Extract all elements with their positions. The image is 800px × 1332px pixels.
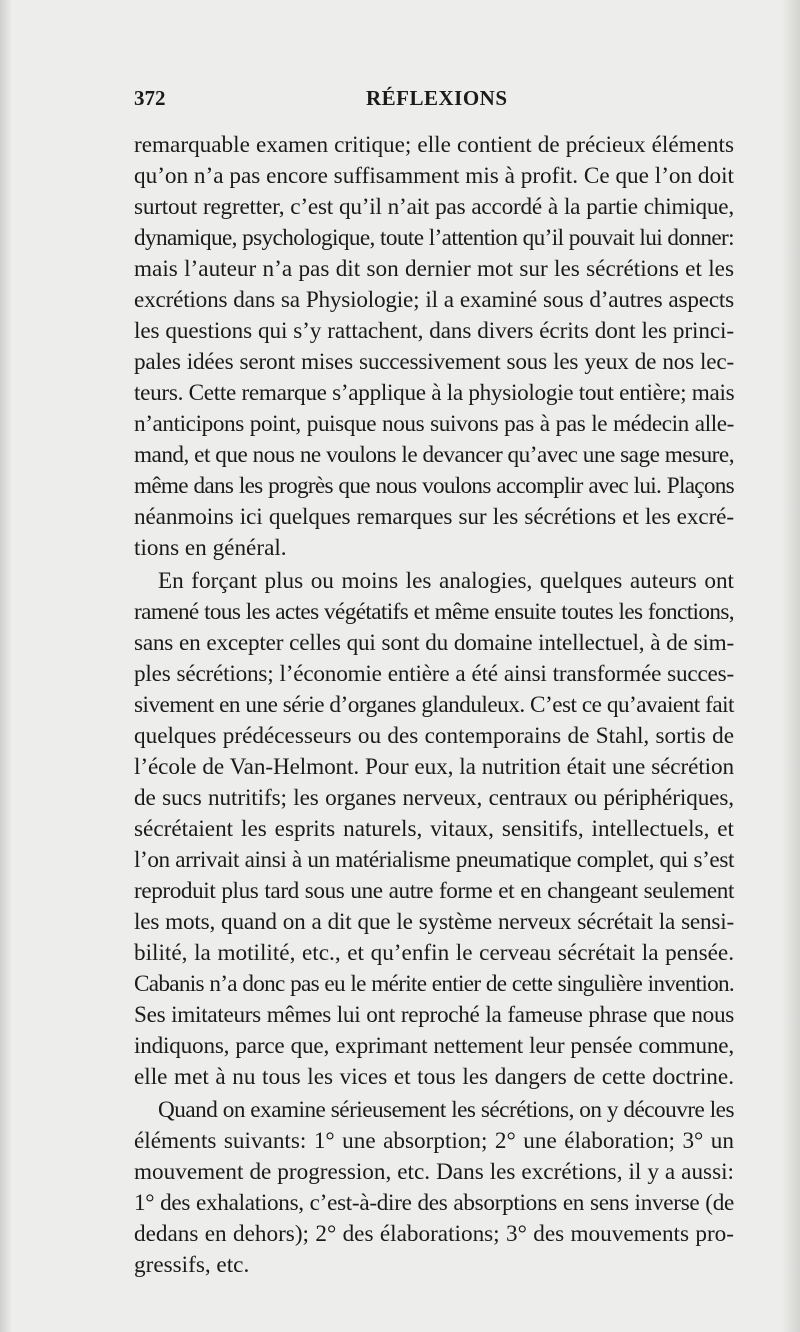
text-line: reproduit plus tard sous une autre forme et en changeant seulement — [134, 878, 734, 904]
text-line: sivement en une série d’organes glanduleux. C’est ce qu’avaient fait — [134, 692, 734, 718]
body-text — [134, 130, 734, 1281]
text-line: ramené tous les actes végétatifs et même ensuite toutes les fonctions, — [134, 599, 734, 625]
text-line: dedans en dehors); 2° des élaborations; 3° des mouvements pro- — [134, 1221, 734, 1247]
text-line: sécrétaient les esprits naturels, vitaux, sensitifs, intellectuels, et — [134, 816, 734, 842]
paragraph-1 — [134, 130, 734, 564]
text-line: mais l’auteur n’a pas dit son dernier mot sur les sécrétions et les — [134, 256, 734, 282]
text-line: Cabanis n’a donc pas eu le mérite entier de cette singulière invention. — [134, 971, 734, 997]
text-line: de sucs nutritifs; les organes nerveux, centraux ou périphériques, — [134, 785, 734, 811]
text-line: En forçant plus ou moins les analogies, quelques auteurs ont — [158, 568, 734, 594]
text-line: 1° des exhalations, c’est-à-dire des absorptions en sens inverse (de — [134, 1190, 734, 1216]
text-line: gressifs, etc. — [134, 1252, 250, 1278]
text-line: bilité, la motilité, etc., et qu’enfin le cerveau sécrétait la pensée. — [134, 940, 734, 966]
text-line: elle met à nu tous les vices et tous les dangers de cette doctrine. — [134, 1064, 734, 1090]
text-line: excrétions dans sa Physiologie; il a examiné sous d’autres aspects — [134, 287, 734, 313]
text-line: Ses imitateurs mêmes lui ont reproché la fameuse phrase que nous — [134, 1002, 734, 1028]
page-number: 372 — [134, 86, 166, 110]
paragraph-3 — [134, 1095, 734, 1281]
text-line: pales idées seront mises successivement sous les yeux de nos lec- — [134, 349, 734, 375]
page-edge-shadow-right — [782, 0, 800, 1332]
text-line: ples sécrétions; l’économie entière a été ainsi transformée succes- — [134, 661, 734, 687]
text-line: l’on arrivait ainsi à un matérialisme pneumatique complet, qui s’est — [134, 847, 734, 873]
text-line: indiquons, parce que, exprimant nettement leur pensée commune, — [134, 1033, 734, 1059]
text-line: surtout regretter, c’est qu’il n’ait pas accordé à la partie chimique, — [134, 194, 734, 220]
text-line: l’école de Van-Helmont. Pour eux, la nutrition était une sécrétion — [134, 754, 734, 780]
text-line: dynamique, psychologique, toute l’attention qu’il pouvait lui donner: — [134, 225, 734, 251]
text-line: même dans les progrès que nous voulons accomplir avec lui. Plaçons — [134, 473, 734, 499]
text-line: sans en excepter celles qui sont du domaine intellectuel, à de sim- — [134, 630, 734, 656]
text-line: les questions qui s’y rattachent, dans divers écrits dont les princi- — [134, 318, 734, 344]
text-line: tions en général. — [134, 535, 287, 561]
paragraph-2 — [134, 566, 734, 1093]
text-line: éléments suivants: 1° une absorption; 2° une élaboration; 3° un — [134, 1128, 734, 1154]
page-edge-shadow-left — [0, 0, 12, 1332]
text-line: mouvement de progression, etc. Dans les excrétions, il y a aussi: — [134, 1159, 734, 1185]
text-line: teurs. Cette remarque s’applique à la physiologie tout entière; mais — [134, 380, 735, 406]
text-line: quelques prédécesseurs ou des contemporains de Stahl, sortis de — [134, 723, 734, 749]
text-line: n’anticipons point, puisque nous suivons pas à pas le médecin alle- — [134, 411, 734, 437]
text-line: les mots, quand on a dit que le système nerveux sécrétait la sensi- — [134, 909, 734, 935]
text-line: qu’on n’a pas encore suffisamment mis à profit. Ce que l’on doit — [134, 163, 734, 189]
text-line: Quand on examine sérieusement les sécrétions, on y découvre les — [158, 1097, 734, 1123]
running-title: RÉFLEXIONS — [366, 86, 508, 110]
text-line: remarquable examen critique; elle contient de précieux éléments — [134, 132, 734, 158]
running-header — [134, 86, 734, 118]
text-line: mand, et que nous ne voulons le devancer qu’avec une sage mesure, — [134, 442, 734, 468]
text-line: néanmoins ici quelques remarques sur les sécrétions et les excré- — [134, 504, 734, 530]
